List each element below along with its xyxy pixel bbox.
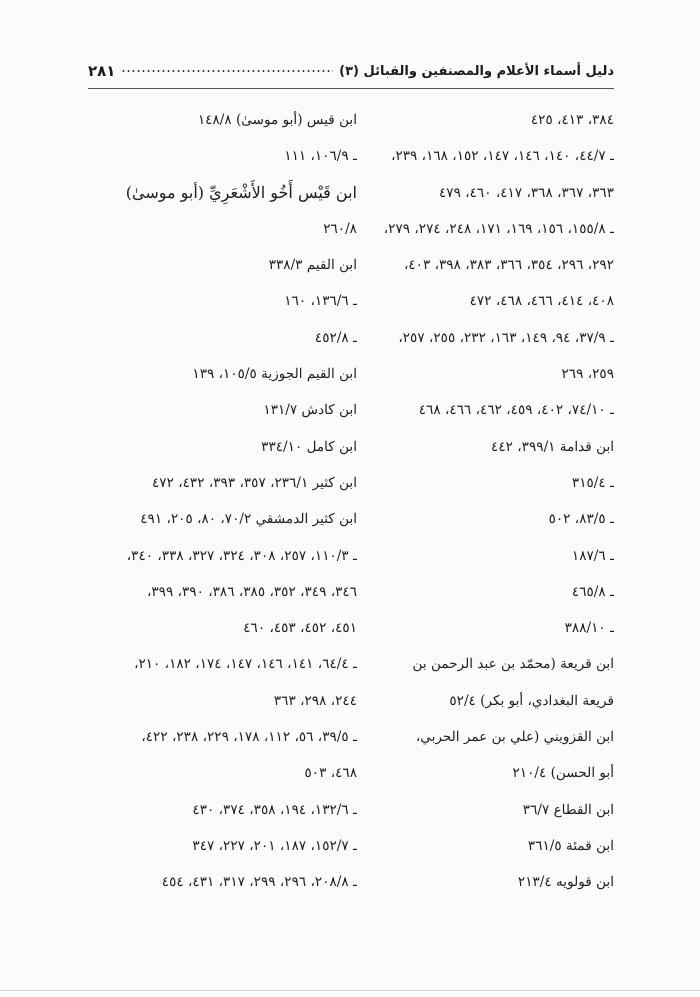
index-entry: ابن كثير ٢٣٦/١، ٣٥٧، ٣٩٣، ٤٣٢، ٤٧٢ [151, 474, 357, 491]
index-entry: ابن كادش ١٣١/٧ [263, 402, 357, 419]
index-column-left [85, 102, 357, 901]
index-entry: ابن قدامة ٣٩٩/١، ٤٤٢ [491, 438, 614, 455]
running-header [88, 56, 614, 86]
index-entry: ابن القطاع ٣٦/٧ [522, 801, 614, 818]
index-entry: ابن قَيْس أَخُو الأَشْعَرِيِّ (أبو موسىٰ) [125, 182, 357, 202]
index-entry: ٤٠٨، ٤١٤، ٤٦٦، ٤٦٨، ٤٧٢ [469, 293, 614, 310]
index-entry: ابن القيم الجوزية ١٠٥/٥، ١٣٩ [192, 366, 357, 383]
index-column-right [362, 102, 614, 901]
index-entry: ابن قريعة (محمّد بن عبد الرحمن بن [412, 656, 614, 673]
index-entry: ٤٥١، ٤٥٢، ٤٥٣، ٤٦٠ [243, 620, 357, 637]
page-number: ٢٨١ [88, 62, 116, 80]
index-entry: ـ ١٣٦/٦، ١٦٠ [284, 293, 357, 310]
index-entry: ٣٨٤، ٤١٣، ٤٢٥ [530, 112, 614, 128]
index-entry: ـ ١١٠/٣، ٢٥٧، ٣٠٨، ٣٢٤، ٣٢٧، ٣٣٨، ٣٤٠، [126, 547, 357, 564]
index-entry: ـ ٣٩/٥، ٥٦، ١١٢، ١٧٨، ٢٢٩، ٢٣٨، ٤٢٢، [141, 729, 357, 746]
index-entry: ـ ٤٦٥/٨ [571, 583, 614, 600]
header-title: دليل أسماء الأعلام والمصنفين والقبائل (٣) [339, 63, 614, 79]
index-entry: ٢٦٠/٨ [323, 220, 357, 237]
index-entry: ٤٦٨، ٥٠٣ [304, 765, 357, 782]
index-entry: ابن قمئة ٣٦١/٥ [527, 837, 614, 854]
header-dot-leader [121, 70, 333, 72]
index-entry: ٣٤٦، ٣٤٩، ٣٥٢، ٣٨٥، ٣٨٦، ٣٩٠، ٣٩٩، [146, 583, 357, 600]
index-entry: ٢٩٢، ٢٩٦، ٣٥٤، ٣٦٦، ٣٨٣، ٣٩٨، ٤٠٣، [403, 257, 614, 274]
index-entry: ـ ٦٤/٤، ١٤١، ١٤٦، ١٤٧، ١٧٤، ١٨٢، ٢١٠، [134, 656, 357, 673]
index-entry: ابن القزويني (علي بن عمر الحربي، [415, 729, 614, 746]
index-entry: ـ ٤٥٢/٨ [314, 329, 357, 346]
index-entry: ـ ٣٨٨/١٠ [564, 620, 614, 637]
index-entry: ابن كثير الدمشقي ٧٠/٢، ٨٠، ٢٠٥، ٤٩١ [140, 511, 357, 528]
index-entry: ـ ١٨٧/٦ [571, 547, 614, 564]
index-entry: ـ ٣١٥/٤ [571, 474, 614, 491]
index-entry: ابن القيم ٣٣٨/٣ [268, 257, 357, 274]
index-entry: ـ ٢٠٨/٨، ٢٩٦، ٢٩٩، ٣١٧، ٤٣١، ٤٥٤ [161, 874, 357, 891]
header-rule [88, 88, 614, 89]
index-entry: ٢٤٤، ٢٩٨، ٣٦٣ [273, 692, 357, 709]
scan-edge-line [0, 990, 700, 991]
index-entry: ـ ١٠٦/٩، ١١١ [284, 148, 357, 165]
index-entry: ـ ٨٣/٥، ٥٠٢ [548, 511, 614, 528]
index-entry: ـ ١٥٢/٧، ١٨٧، ٢٠١، ٢٢٧، ٣٤٧ [192, 837, 357, 854]
index-entry: أبو الحسن) ٢١٠/٤ [512, 765, 614, 782]
index-entry: ابن كامل ٣٣٤/١٠ [261, 438, 357, 455]
index-entry: ابن قيس (أبو موسىٰ) ١٤٨/٨ [197, 112, 357, 128]
index-entry: ابن قولويه ٢١٣/٤ [517, 874, 614, 891]
index-entry: ـ ١٥٥/٨، ١٥٦، ١٦٩، ١٧١، ٢٤٨، ٢٧٤، ٢٧٩، [383, 220, 614, 237]
index-entry: ٢٥٩، ٢٦٩ [561, 366, 614, 383]
index-entry: ـ ١٣٢/٦، ١٩٤، ٣٥٨، ٣٧٤، ٤٣٠ [192, 801, 357, 818]
index-entry: ـ ٤٤/٧، ١٤٠، ١٤٦، ١٤٧، ١٥٢، ١٦٨، ٢٣٩، [391, 148, 614, 165]
index-entry: ٣٦٣، ٣٦٧، ٣٦٨، ٤١٧، ٤٦٠، ٤٧٩ [438, 184, 614, 201]
index-entry: ـ ٧٤/١٠، ٤٠٢، ٤٥٩، ٤٦٢، ٤٦٦، ٤٦٨ [418, 402, 614, 419]
index-entry: قريعة البغدادي، أبو بكر) ٥٢/٤ [449, 692, 614, 709]
index-entry: ـ ٣٧/٩، ٩٤، ١٤٩، ١٦٣، ٢٣٢، ٢٥٥، ٢٥٧، [398, 329, 614, 346]
